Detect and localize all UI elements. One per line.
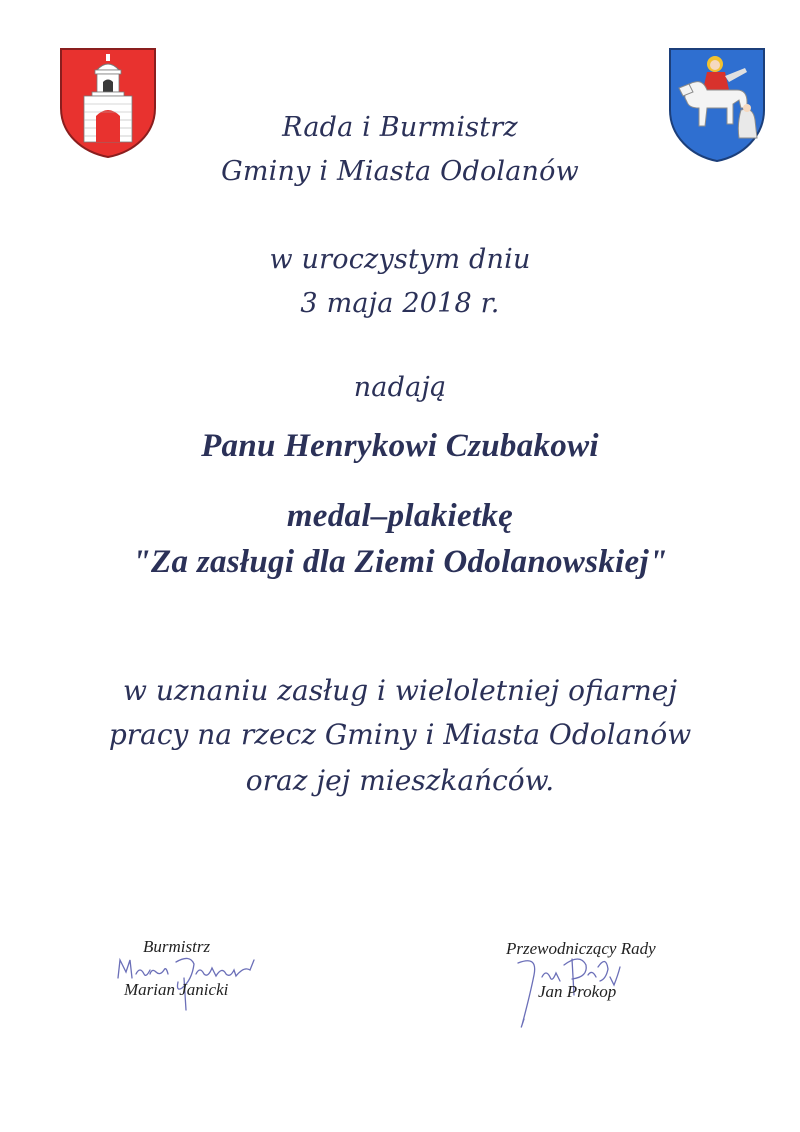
grant-verb: nadają [353,372,447,403]
signatory-left-role: Burmistrz [143,937,211,956]
heading-line-2: Gminy i Miasta Odolanów [221,156,579,187]
award-title: medal–plakietkę [286,498,514,534]
heading-line-1: Rada i Burmistrz [282,112,518,143]
signatory-right-role: Przewodniczący Rady [506,939,656,958]
occasion-line-1: w uroczystym dniu [269,244,531,275]
reason-line-3: oraz jej mieszkańców. [245,764,555,797]
award-name: "Za zasługi dla Ziemi Odolanowskiej" [132,544,668,580]
reason-line-1: w uznaniu zasług i wieloletniej ofiarnej [122,674,678,707]
saint-martin-horseman-crest-icon [667,46,767,164]
signatory-left-name: Marian Janicki [124,980,229,999]
signatory-right-name: Jan Prokop [538,982,617,1001]
occasion-date: 3 maja 2018 r. [300,288,500,319]
reason-line-2: pracy na rzecz Gminy i Miasta Odolanów [108,718,692,751]
recipient-name: Panu Henrykowi Czubakowi [201,428,599,464]
